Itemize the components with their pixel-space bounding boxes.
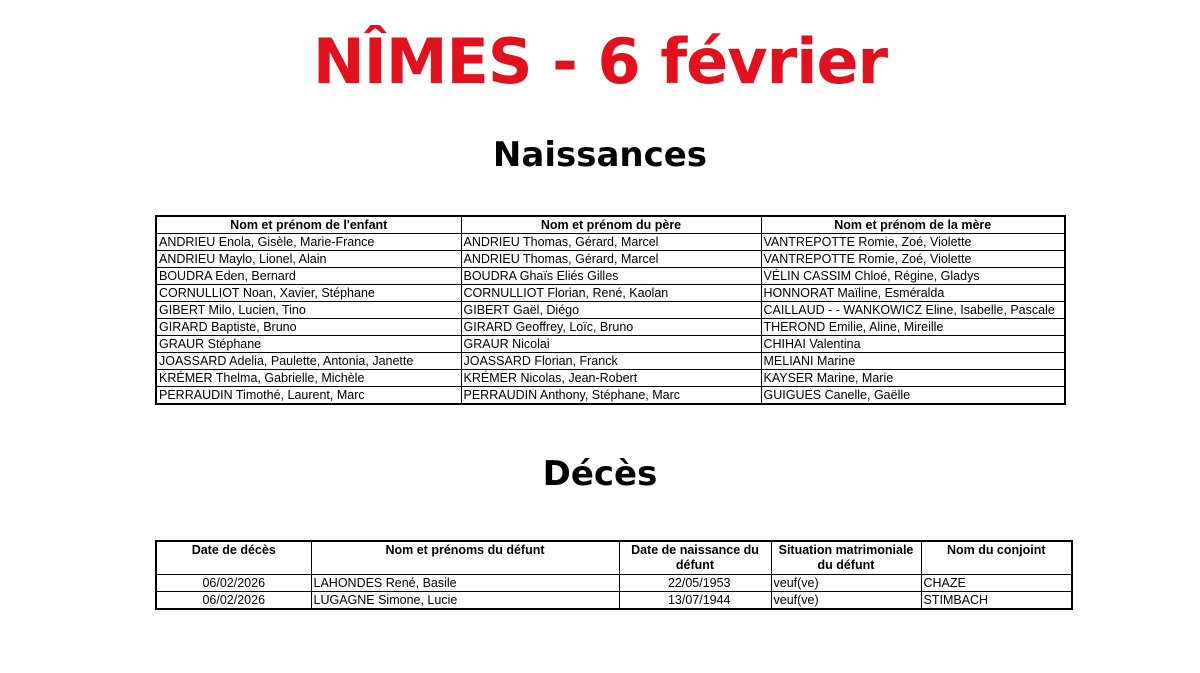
birth-date: 13/07/1944 (619, 592, 771, 610)
father-name: BOUDRA Ghaïs Eliés Gilles (461, 268, 761, 285)
table-row (156, 387, 1065, 405)
header-mother-name: Nom et prénom de la mère (761, 216, 1065, 234)
mother-name: CHIHAI Valentina (761, 336, 1065, 353)
table-row (156, 370, 1065, 387)
father-name: GIRARD Geoffrey, Loïc, Bruno (461, 319, 761, 336)
table-row (156, 336, 1065, 353)
deaths-table (155, 540, 1073, 610)
father-name: CORNULLIOT Florian, René, Kaolan (461, 285, 761, 302)
child-name: GIBERT Milo, Lucien, Tino (156, 302, 461, 319)
child-name: JOASSARD Adelia, Paulette, Antonia, Janette (156, 353, 461, 370)
mother-name: CAILLAUD - - WANKOWICZ Eline, Isabelle, Pascale (761, 302, 1065, 319)
child-name: CORNULLIOT Noan, Xavier, Stéphane (156, 285, 461, 302)
mother-name: KAYSER Marine, Marie (761, 370, 1065, 387)
header-birth-date: Date de naissance du défunt (619, 541, 771, 575)
father-name: KRÉMER Nicolas, Jean-Robert (461, 370, 761, 387)
mother-name: THEROND Emilie, Aline, Mireille (761, 319, 1065, 336)
father-name: GRAUR Nicolai (461, 336, 761, 353)
mother-name: VANTREPOTTE Romie, Zoé, Violette (761, 251, 1065, 268)
header-death-date: Date de décès (156, 541, 311, 575)
child-name: GIRARD Baptiste, Bruno (156, 319, 461, 336)
father-name: PERRAUDIN Anthony, Stéphane, Marc (461, 387, 761, 405)
mother-name: MELIANI Marine (761, 353, 1065, 370)
births-table (155, 215, 1066, 405)
header-deceased-name: Nom et prénoms du défunt (311, 541, 619, 575)
header-child-name: Nom et prénom de l'enfant (156, 216, 461, 234)
mother-name: VÉLIN CASSIM Chloé, Régine, Gladys (761, 268, 1065, 285)
table-row (156, 319, 1065, 336)
table-row (156, 592, 1072, 610)
birth-date: 22/05/1953 (619, 575, 771, 592)
header-marital-status: Situation matrimoniale du défunt (771, 541, 921, 575)
father-name: GIBERT Gaël, Diégo (461, 302, 761, 319)
spouse-name: STIMBACH (921, 592, 1072, 610)
births-header-row (156, 216, 1065, 234)
child-name: BOUDRA Eden, Bernard (156, 268, 461, 285)
table-row (156, 575, 1072, 592)
father-name: ANDRIEU Thomas, Gérard, Marcel (461, 234, 761, 251)
child-name: ANDRIEU Enola, Gisèle, Marie-France (156, 234, 461, 251)
spouse-name: CHAZE (921, 575, 1072, 592)
table-row (156, 353, 1065, 370)
child-name: GRAUR Stéphane (156, 336, 461, 353)
page-title: NÎMES - 6 février (312, 25, 888, 98)
deaths-header-row (156, 541, 1072, 575)
death-date: 06/02/2026 (156, 592, 311, 610)
deceased-name: LUGAGNE Simone, Lucie (311, 592, 619, 610)
table-row (156, 268, 1065, 285)
deceased-name: LAHONDES René, Basile (311, 575, 619, 592)
child-name: ANDRIEU Maylo, Lionel, Alain (156, 251, 461, 268)
death-date: 06/02/2026 (156, 575, 311, 592)
table-row (156, 302, 1065, 319)
table-row (156, 285, 1065, 302)
table-row (156, 234, 1065, 251)
births-heading: Naissances (492, 135, 708, 175)
marital-status: veuf(ve) (771, 575, 921, 592)
header-father-name: Nom et prénom du père (461, 216, 761, 234)
father-name: ANDRIEU Thomas, Gérard, Marcel (461, 251, 761, 268)
mother-name: HONNORAT Maïline, Esméralda (761, 285, 1065, 302)
table-row (156, 251, 1065, 268)
mother-name: GUIGUES Canelle, Gaëlle (761, 387, 1065, 405)
marital-status: veuf(ve) (771, 592, 921, 610)
child-name: PERRAUDIN Timothé, Laurent, Marc (156, 387, 461, 405)
deaths-heading: Décès (542, 454, 658, 494)
father-name: JOASSARD Florian, Franck (461, 353, 761, 370)
header-spouse-name: Nom du conjoint (921, 541, 1072, 575)
child-name: KRÉMER Thelma, Gabrielle, Michèle (156, 370, 461, 387)
mother-name: VANTREPOTTE Romie, Zoé, Violette (761, 234, 1065, 251)
